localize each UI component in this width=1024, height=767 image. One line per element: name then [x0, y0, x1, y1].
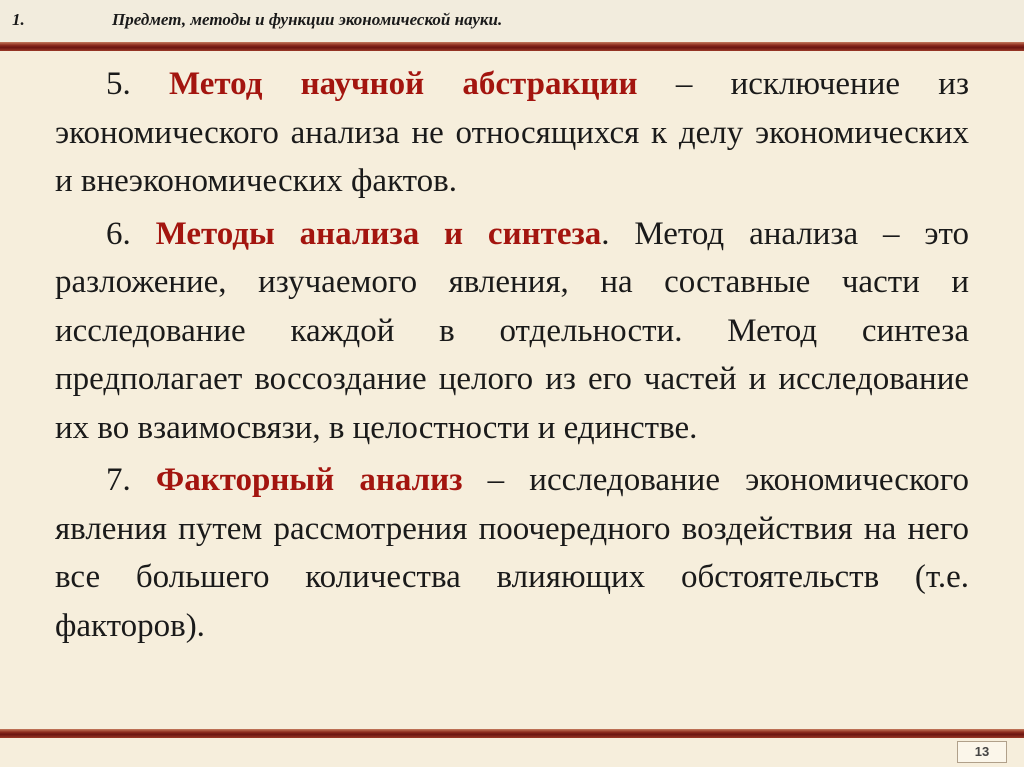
paragraph-method-abstraction [55, 60, 969, 206]
slide-body [55, 60, 969, 654]
paragraph-text: . Метод анализа – это разложение, изучаемого явления, на составные части и исследование каждой в отдельности. Метод синтеза предполагает воссоздание целого из его частей и исследование их во взаимосвязи, в целостности и единстве. [55, 215, 969, 446]
section-number: 1. [12, 10, 25, 29]
slide-header [0, 0, 1024, 43]
paragraph-number: 7. [106, 462, 131, 498]
term-highlight: Факторный анализ [155, 462, 463, 498]
paragraph-factor-analysis [55, 456, 969, 650]
header-divider-band [0, 42, 1024, 51]
page-number: 13 [974, 744, 990, 759]
paragraph-text: – исследование экономического явления путем рассмотрения поочередного воздействия на него все большего количества влияющих обстоятельств (т.е. факторов). [55, 462, 970, 644]
paragraph-number: 5. [106, 66, 131, 102]
term-highlight: Методы анализа и синтеза [155, 215, 602, 252]
paragraph-analysis-synthesis [55, 210, 969, 453]
page-number-box [957, 741, 1007, 763]
slide-footer [0, 738, 1024, 767]
paragraph-text: – исключение из экономического анализа не относящихся к делу экономических и внеэкономических фактов. [55, 66, 969, 199]
footer-divider-band [0, 729, 1024, 738]
slide-title: Предмет, методы и функции экономической науки. [112, 10, 503, 29]
term-highlight: Метод научной абстракции [169, 66, 638, 102]
paragraph-number: 6. [106, 215, 131, 252]
